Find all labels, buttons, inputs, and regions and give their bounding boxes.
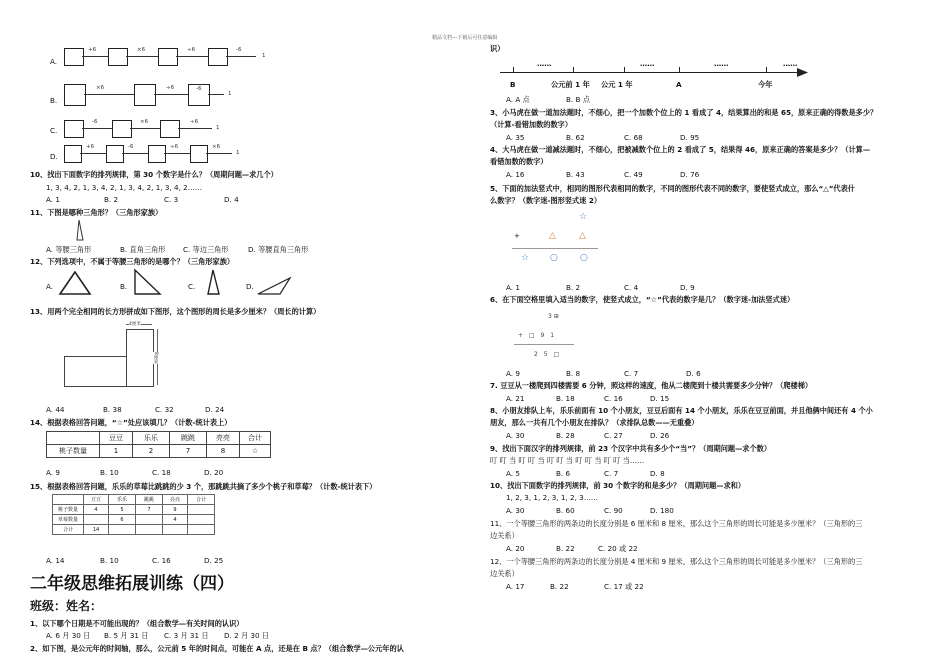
table-row	[53, 525, 215, 535]
q11-opt: D. 等腰直角三角形	[248, 245, 309, 254]
q5-text: 5、下面的加法竖式中，相同的图形代表相同的数字，不同的图形代表不同的数字，要使竖式成立，那么“△”代表什	[490, 184, 855, 193]
q8-text: 朋友，那么一共有几个小朋友在排队？（求排队总数——无重叠）	[490, 418, 699, 427]
flow-box	[64, 48, 84, 66]
table-row	[53, 515, 215, 525]
q8-text: 8、小朋友排队上车，乐乐前面有 10 个小朋友，豆豆后面有 14 个小朋友，乐乐在豆豆前面，并且他俩中间还有 4 个小	[490, 406, 873, 415]
table-cell: 跳跳	[170, 432, 207, 445]
q10-text: 10、找出下面数字的排列规律，第 30 个数字是什么？（周期问题—求几个）	[30, 170, 278, 179]
timeline-label: B	[510, 80, 516, 89]
table-cell	[188, 505, 215, 515]
timeline-label: A	[676, 80, 682, 89]
table-cell: 跳跳	[136, 495, 163, 505]
circle-icon: ○	[550, 253, 558, 263]
table-cell: 亮亮	[207, 432, 240, 445]
q10r-opt: C. 90	[604, 506, 623, 515]
q9-opt: D. 8	[650, 469, 665, 478]
q7-opt: B. 18	[556, 394, 575, 403]
table-cell	[109, 525, 136, 535]
q9-opt: B. 6	[556, 469, 571, 478]
flow-arrow	[84, 94, 134, 95]
flow-box	[112, 120, 132, 138]
flow-end: 1	[216, 125, 220, 131]
q7-opt: D. 15	[650, 394, 670, 403]
q13-rect-horizontal	[64, 356, 128, 387]
flow-arrow	[226, 56, 256, 57]
timeline-axis	[500, 72, 800, 73]
q10-opt: A. 1	[46, 195, 60, 204]
q13-opt: B. 38	[103, 405, 122, 414]
q12r-opt: A. 17	[506, 582, 525, 591]
q3-opt: B. 62	[566, 133, 585, 142]
q13-opt: D. 24	[205, 405, 225, 414]
flow-op: ÷6	[166, 85, 175, 91]
flow-b-label: B.	[50, 96, 58, 105]
q12-triangle-c	[205, 268, 221, 296]
q1-text: 1、以下哪个日期是不可能出现的？（组合数学—有关时间的认识）	[30, 619, 244, 628]
table-cell	[47, 432, 100, 445]
q13-dim-top: 4厘米	[129, 322, 141, 327]
table-cell: 乐乐	[133, 432, 170, 445]
timeline-label: 公元 1 年	[601, 80, 633, 89]
table-row	[47, 432, 271, 445]
q14-opt: C. 18	[152, 468, 171, 477]
table-row	[53, 495, 215, 505]
flow-box	[106, 145, 124, 163]
q15-opt: C. 16	[152, 556, 171, 565]
table-cell: 乐乐	[109, 495, 136, 505]
timeline-dots: ……	[714, 59, 729, 68]
q9-text: 9、找出下面汉字的排列规律，前 23 个汉字中共有多少个“当”？（周期问题—求个数）	[490, 444, 772, 453]
table-cell	[136, 525, 163, 535]
q11-triangle	[72, 219, 86, 241]
table-cell: 7	[170, 445, 207, 458]
q11r-opt: A. 20	[506, 544, 525, 553]
timeline-tick	[573, 67, 574, 72]
flow-box	[64, 145, 82, 163]
q10-opt: B. 2	[104, 195, 119, 204]
flow-arrow	[178, 128, 212, 129]
table-cell: 1	[100, 445, 133, 458]
q12-triangle-b	[132, 268, 162, 296]
star-icon: ☆	[579, 212, 588, 222]
table-cell: 合计	[240, 432, 271, 445]
q5-opt: D. 9	[680, 283, 695, 292]
q6-row: 3 ⊞	[548, 313, 559, 320]
table-cell: 草莓数量	[53, 515, 84, 525]
flow-arrow	[208, 94, 224, 95]
table-cell: 合计	[53, 525, 84, 535]
q11-text: 11、下图是哪种三角形？（三角形家族）	[30, 208, 163, 217]
q6-row: 2 5 □	[534, 351, 560, 358]
q4-opt: B. 43	[566, 170, 585, 179]
q12-opt: D.	[246, 282, 254, 291]
table-cell: 4	[84, 505, 109, 515]
table-cell	[163, 525, 188, 535]
q15-opt: A. 14	[46, 556, 65, 565]
flow-box	[64, 120, 84, 138]
table-cell	[136, 515, 163, 525]
flow-op: -6	[236, 47, 242, 53]
table-cell: 4	[163, 515, 188, 525]
flow-op: ×6	[212, 144, 221, 150]
sum-line	[514, 344, 574, 345]
q4-text: 看错加数的数字）	[490, 157, 548, 166]
flow-arrow	[82, 56, 108, 57]
q2-text-cont: 识）	[490, 44, 505, 53]
flow-box	[108, 48, 128, 66]
q2-opt: A. A 点	[506, 95, 530, 104]
q6-opt: B. 8	[566, 369, 581, 378]
flow-op: -6	[92, 119, 98, 125]
table-row	[47, 445, 271, 458]
timeline-label: 今年	[758, 80, 773, 89]
flow-op: -6	[196, 86, 202, 92]
flow-c-label: C.	[50, 126, 58, 135]
q7-opt: A. 21	[506, 394, 525, 403]
page-header: 精品文档---下载后可任意编辑	[432, 35, 498, 41]
flow-arrow	[176, 56, 208, 57]
table-cell: 亮亮	[163, 495, 188, 505]
q10r-text: 10、找出下面数字的排列规律，前 30 个数字的和是多少？（周期问题—求和）	[490, 481, 746, 490]
q14-table	[46, 431, 271, 458]
q12-opt: B.	[120, 282, 128, 291]
q11r-text: 11、一个等腰三角形的两条边的长度分别是 6 厘米和 8 厘米，那么这个三角形的周长可能是多少厘米？（三角形的三	[490, 519, 863, 528]
flow-box	[190, 145, 208, 163]
flow-arrow	[130, 128, 160, 129]
flow-arrow	[122, 153, 148, 154]
q10r-sequence: 1, 2, 3, 1, 2, 3, 1, 2, 3……	[506, 493, 599, 502]
q6-opt: A. 9	[506, 369, 520, 378]
q1-opt: B. 5 月 31 日	[104, 631, 149, 640]
q10-sequence: 1, 3, 4, 2, 1, 3, 4, 2, 1, 3, 4, 2, 1, 3, 4, 2……	[46, 183, 203, 192]
flow-op: ÷6	[187, 47, 196, 53]
q3-text: 3、小马虎在做一道加法题时，不细心，把一个加数个位上的 1 看成了 4，结果算出的和是 65，原来正确的得数是多少？	[490, 108, 878, 117]
q6-row: + □ 9 1	[518, 332, 555, 339]
table-cell: 2	[133, 445, 170, 458]
timeline-label: 公元前 1 年	[551, 80, 590, 89]
q10-opt: C. 3	[164, 195, 179, 204]
sum-line	[512, 248, 598, 249]
q4-opt: A. 16	[506, 170, 525, 179]
flow-box	[134, 84, 156, 106]
table-cell: 14	[84, 525, 109, 535]
q11-opt: C. 等边三角形	[183, 245, 229, 254]
table-cell: 豆豆	[100, 432, 133, 445]
q4-opt: D. 76	[680, 170, 700, 179]
flow-op: ×6	[140, 119, 149, 125]
q15-table	[52, 494, 215, 535]
flow-box	[148, 145, 166, 163]
q9-opt: A. 5	[506, 469, 520, 478]
timeline-tick	[766, 67, 767, 72]
table-cell: 5	[109, 505, 136, 515]
plus-icon: +	[514, 232, 520, 240]
q8-opt: B. 28	[556, 431, 575, 440]
flow-arrow	[154, 94, 188, 95]
q3-opt: A. 35	[506, 133, 525, 142]
flow-op: -6	[128, 144, 134, 150]
page-title: 二年级思维拓展训练（四）	[30, 574, 234, 594]
flow-box	[160, 120, 180, 138]
q4-opt: C. 49	[624, 170, 643, 179]
flow-op: ÷6	[170, 144, 179, 150]
table-cell: 桃子数量	[47, 445, 100, 458]
table-cell: 8	[207, 445, 240, 458]
q6-opt: D. 6	[686, 369, 701, 378]
table-cell: 桃子数量	[53, 505, 84, 515]
q12r-text: 12、一个等腰三角形的两条边的长度分别是 4 厘米和 9 厘米，那么这个三角形的周长可能是多少厘米？（三角形的三	[490, 557, 863, 566]
q12-opt: C.	[188, 282, 196, 291]
table-cell: 7	[136, 505, 163, 515]
q4-text: 4、大马虎在做一道减法题时，不细心，把被减数个位上的 2 看成了 5，结果得 46，原来正确的答案是多少？（计算—	[490, 145, 871, 154]
flow-arrow	[164, 153, 190, 154]
triangle-icon: △	[579, 231, 586, 241]
flow-d-label: D.	[50, 152, 58, 161]
q11r-opt: C. 20 或 22	[598, 544, 638, 553]
timeline-tick	[679, 67, 680, 72]
flow-arrow	[206, 153, 232, 154]
table-cell	[188, 525, 215, 535]
table-cell	[188, 515, 215, 525]
q10-opt: D. 4	[224, 195, 239, 204]
table-cell: 6	[109, 515, 136, 525]
q11-opt: A. 等腰三角形	[46, 245, 92, 254]
table-cell: 豆豆	[84, 495, 109, 505]
circle-icon: ○	[580, 253, 588, 263]
flow-op: ×6	[96, 85, 105, 91]
table-cell	[53, 495, 84, 505]
q2-text: 2、如下图，是公元年的时间轴，那么，公元前 5 年的时间点，可能在 A 点，还是在 B 点？（组合数学—公元年的认	[30, 644, 404, 653]
timeline-dots: ……	[640, 59, 655, 68]
flow-arrow	[126, 56, 158, 57]
q9-opt: C. 7	[604, 469, 619, 478]
flow-end: 1	[262, 53, 266, 59]
q13-opt: A. 44	[46, 405, 65, 414]
q12-triangle-a	[58, 270, 92, 296]
q15-opt: B. 10	[100, 556, 119, 565]
q6-opt: C. 7	[624, 369, 639, 378]
q14-opt: A. 9	[46, 468, 60, 477]
table-row	[53, 505, 215, 515]
q5-text: 么数字？（数字迷-图形竖式迷 2）	[490, 196, 602, 205]
flow-arrow	[80, 153, 106, 154]
table-cell: 9	[163, 505, 188, 515]
star-icon: ☆	[521, 253, 530, 263]
q11-opt: B. 直角三角形	[120, 245, 166, 254]
q12-text: 12、下列选项中，不属于等腰三角形的是哪个？（三角形家族）	[30, 257, 235, 266]
q13-text: 13、用两个完全相同的长方形拼成如下图形，这个图形的周长是多少厘米？（周长的计算）	[30, 307, 321, 316]
q5-opt: C. 4	[624, 283, 639, 292]
q12-triangle-d	[256, 276, 292, 296]
q7-opt: C. 16	[604, 394, 623, 403]
timeline-dots: ……	[783, 59, 798, 68]
q10r-opt: B. 60	[556, 506, 575, 515]
q3-text: （计算-看错加数的数字）	[490, 120, 573, 129]
q11r-opt: B. 22	[556, 544, 575, 553]
q3-opt: C. 68	[624, 133, 643, 142]
table-cell: ☆	[240, 445, 271, 458]
q1-opt: C. 3 月 31 日	[164, 631, 209, 640]
q13-rect-vertical	[126, 329, 154, 387]
q8-opt: D. 26	[650, 431, 670, 440]
flow-box	[208, 48, 228, 66]
q15-opt: D. 25	[204, 556, 224, 565]
q12-opt: A.	[46, 282, 54, 291]
flow-op: +6	[88, 47, 97, 53]
q2-opt: B. B 点	[566, 95, 590, 104]
triangle-icon: △	[549, 231, 556, 241]
q14-opt: B. 10	[100, 468, 119, 477]
q3-opt: D. 95	[680, 133, 700, 142]
flow-a-label: A.	[50, 57, 58, 66]
timeline-tick	[624, 67, 625, 72]
q10r-opt: A. 30	[506, 506, 525, 515]
table-cell	[84, 515, 109, 525]
q11r-text: 边关系）	[490, 531, 519, 540]
q13-opt: C. 32	[155, 405, 174, 414]
flow-box	[158, 48, 178, 66]
flow-arrow	[82, 128, 112, 129]
q1-opt: D. 2 月 30 日	[224, 631, 270, 640]
q12r-opt: C. 17 或 22	[604, 582, 644, 591]
flow-op: ÷6	[190, 119, 199, 125]
q14-opt: D. 20	[204, 468, 224, 477]
table-cell: 合计	[188, 495, 215, 505]
q12r-text: 边关系）	[490, 569, 519, 578]
q8-opt: A. 30	[506, 431, 525, 440]
q5-opt: B. 2	[566, 283, 581, 292]
q10r-opt: D. 180	[650, 506, 674, 515]
flow-box	[64, 84, 86, 106]
class-name-line: 班级：姓名：	[30, 599, 103, 613]
q12r-opt: B. 22	[550, 582, 569, 591]
q8-opt: C. 27	[604, 431, 623, 440]
timeline-tick	[513, 67, 514, 72]
q15-text: 15、根据表格回答问题，乐乐的草莓比跳跳的少 3 个，那跳跳共摘了多少个桃子和草莓？（计数-统计表下）	[30, 482, 377, 491]
timeline-dots: ……	[537, 59, 552, 68]
q5-opt: A. 1	[506, 283, 520, 292]
flow-end: 1	[236, 150, 240, 156]
flow-end: 1	[228, 91, 232, 97]
flow-op: +6	[86, 144, 95, 150]
q1-opt: A. 6 月 30 日	[46, 631, 91, 640]
flow-op: ×6	[137, 47, 146, 53]
q14-text: 14、根据表格回答问题，“☆”处应该填几？（计数-统计表上）	[30, 418, 232, 427]
q6-text: 6、在下面空格里填入适当的数字，使竖式成立，“☆”代表的数字是几？（数字迷-加法竖式迷）	[490, 295, 795, 304]
arrow-right-icon	[797, 67, 809, 78]
q7-text: 7. 豆豆从一楼爬到四楼需要 6 分钟，照这样的速度，他从二楼爬到十楼共需要多少分钟？（爬楼梯）	[490, 381, 813, 390]
q13-dim-side: 8厘米	[153, 352, 158, 364]
q9-sequence: 叮 叮 当 叮 叮 当 叮 叮 当 叮 叮 当 叮 叮 当……	[490, 456, 645, 465]
